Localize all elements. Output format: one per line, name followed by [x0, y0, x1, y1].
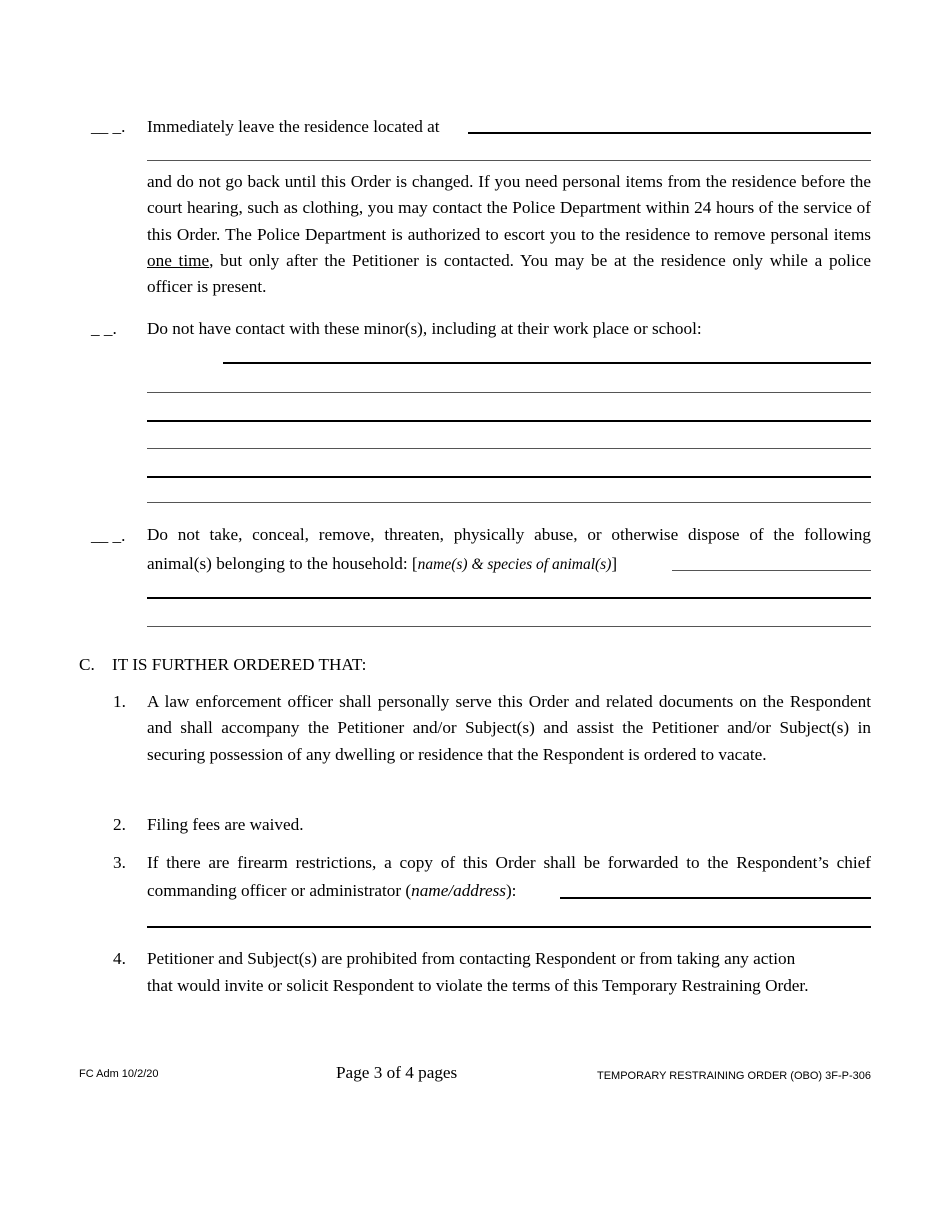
animals-field-1[interactable] [672, 570, 871, 571]
section-c-heading: IT IS FURTHER ORDERED THAT: [112, 655, 367, 674]
one-time-emphasis: one time [147, 250, 210, 270]
section-c-letter: C. [79, 655, 95, 674]
animals-checkbox[interactable]: __ _. [91, 526, 126, 545]
animals-text-line2 [147, 554, 617, 575]
residence-address-field[interactable] [468, 132, 871, 134]
order-4-number: 4. [113, 949, 126, 968]
footer-page-number: Page 3 of 4 pages [336, 1063, 458, 1082]
order-3-name-address-hint: name/address [411, 881, 506, 900]
order-2-number: 2. [113, 815, 126, 834]
minors-contact-checkbox[interactable]: _ _. [91, 319, 117, 338]
order-3-line2 [147, 881, 516, 901]
minors-name-field-4[interactable] [147, 448, 871, 449]
leave-residence-body [147, 169, 871, 300]
animals-field-3[interactable] [147, 626, 871, 627]
footer-form-title: TEMPORARY RESTRAINING ORDER (OBO) 3F-P-306 [596, 1070, 871, 1082]
order-3-line2-plain: commanding officer or administrator ( [147, 881, 412, 900]
footer-form-date: FC Adm 10/2/20 [79, 1068, 159, 1080]
minors-name-field-3[interactable] [147, 420, 871, 422]
order-2-text: Filing fees are waived. [147, 815, 304, 834]
leave-residence-checkbox[interactable]: __ _. [91, 117, 126, 136]
order-3-line1: If there are firearm restrictions, a copy of this Order shall be forwarded to the Respondent’s chief [147, 853, 871, 872]
leave-residence-lead: Immediately leave the residence located at [147, 117, 440, 136]
minors-name-field-2[interactable] [147, 392, 871, 393]
leave-residence-body-start: and do not go back until this Order is changed. If you need personal items from the residence before the court hearing, such as clothing, you may contact the Police Department within 24 hours of the service of this Order. The Police Department is authorized to escort you to the residence to remove personal items [147, 172, 871, 244]
residence-address-field-2[interactable] [147, 160, 871, 161]
minors-name-field-1[interactable] [223, 362, 871, 364]
animals-field-2[interactable] [147, 597, 871, 599]
order-1-text: A law enforcement officer shall personally serve this Order and related documents on the Respondent and shall accompany the Petitioner and/or Subject(s) and assist the Petitioner and/or Subject(s) in securing possession of any dwelling or residence that the Respondent is ordered to vacate. [147, 692, 871, 764]
order-1-number: 1. [113, 692, 126, 711]
commanding-officer-field-1[interactable] [560, 897, 871, 899]
order-3-number: 3. [113, 853, 126, 872]
minors-name-field-6[interactable] [147, 502, 871, 503]
animals-line2-close: ] [611, 554, 618, 573]
animals-species-hint: name(s) & species of animal(s) [417, 556, 612, 573]
order-3-line2-close: ): [505, 881, 517, 900]
order-4-line2: that would invite or solicit Respondent to violate the terms of this Temporary Restraining Order. [147, 976, 809, 995]
animals-line2-plain: animal(s) belonging to the household: [ [147, 554, 418, 573]
animals-text-line1: Do not take, conceal, remove, threaten, physically abuse, or otherwise dispose of the following [147, 525, 871, 544]
leave-residence-body-end: , but only after the Petitioner is contacted. You may be at the residence only while a police officer is present. [147, 250, 871, 297]
minors-name-field-5[interactable] [147, 476, 871, 478]
minors-contact-text: Do not have contact with these minor(s), including at their work place or school: [147, 319, 702, 338]
commanding-officer-field-2[interactable] [147, 926, 871, 928]
order-4-line1: Petitioner and Subject(s) are prohibited from contacting Respondent or from taking any action [147, 949, 796, 968]
